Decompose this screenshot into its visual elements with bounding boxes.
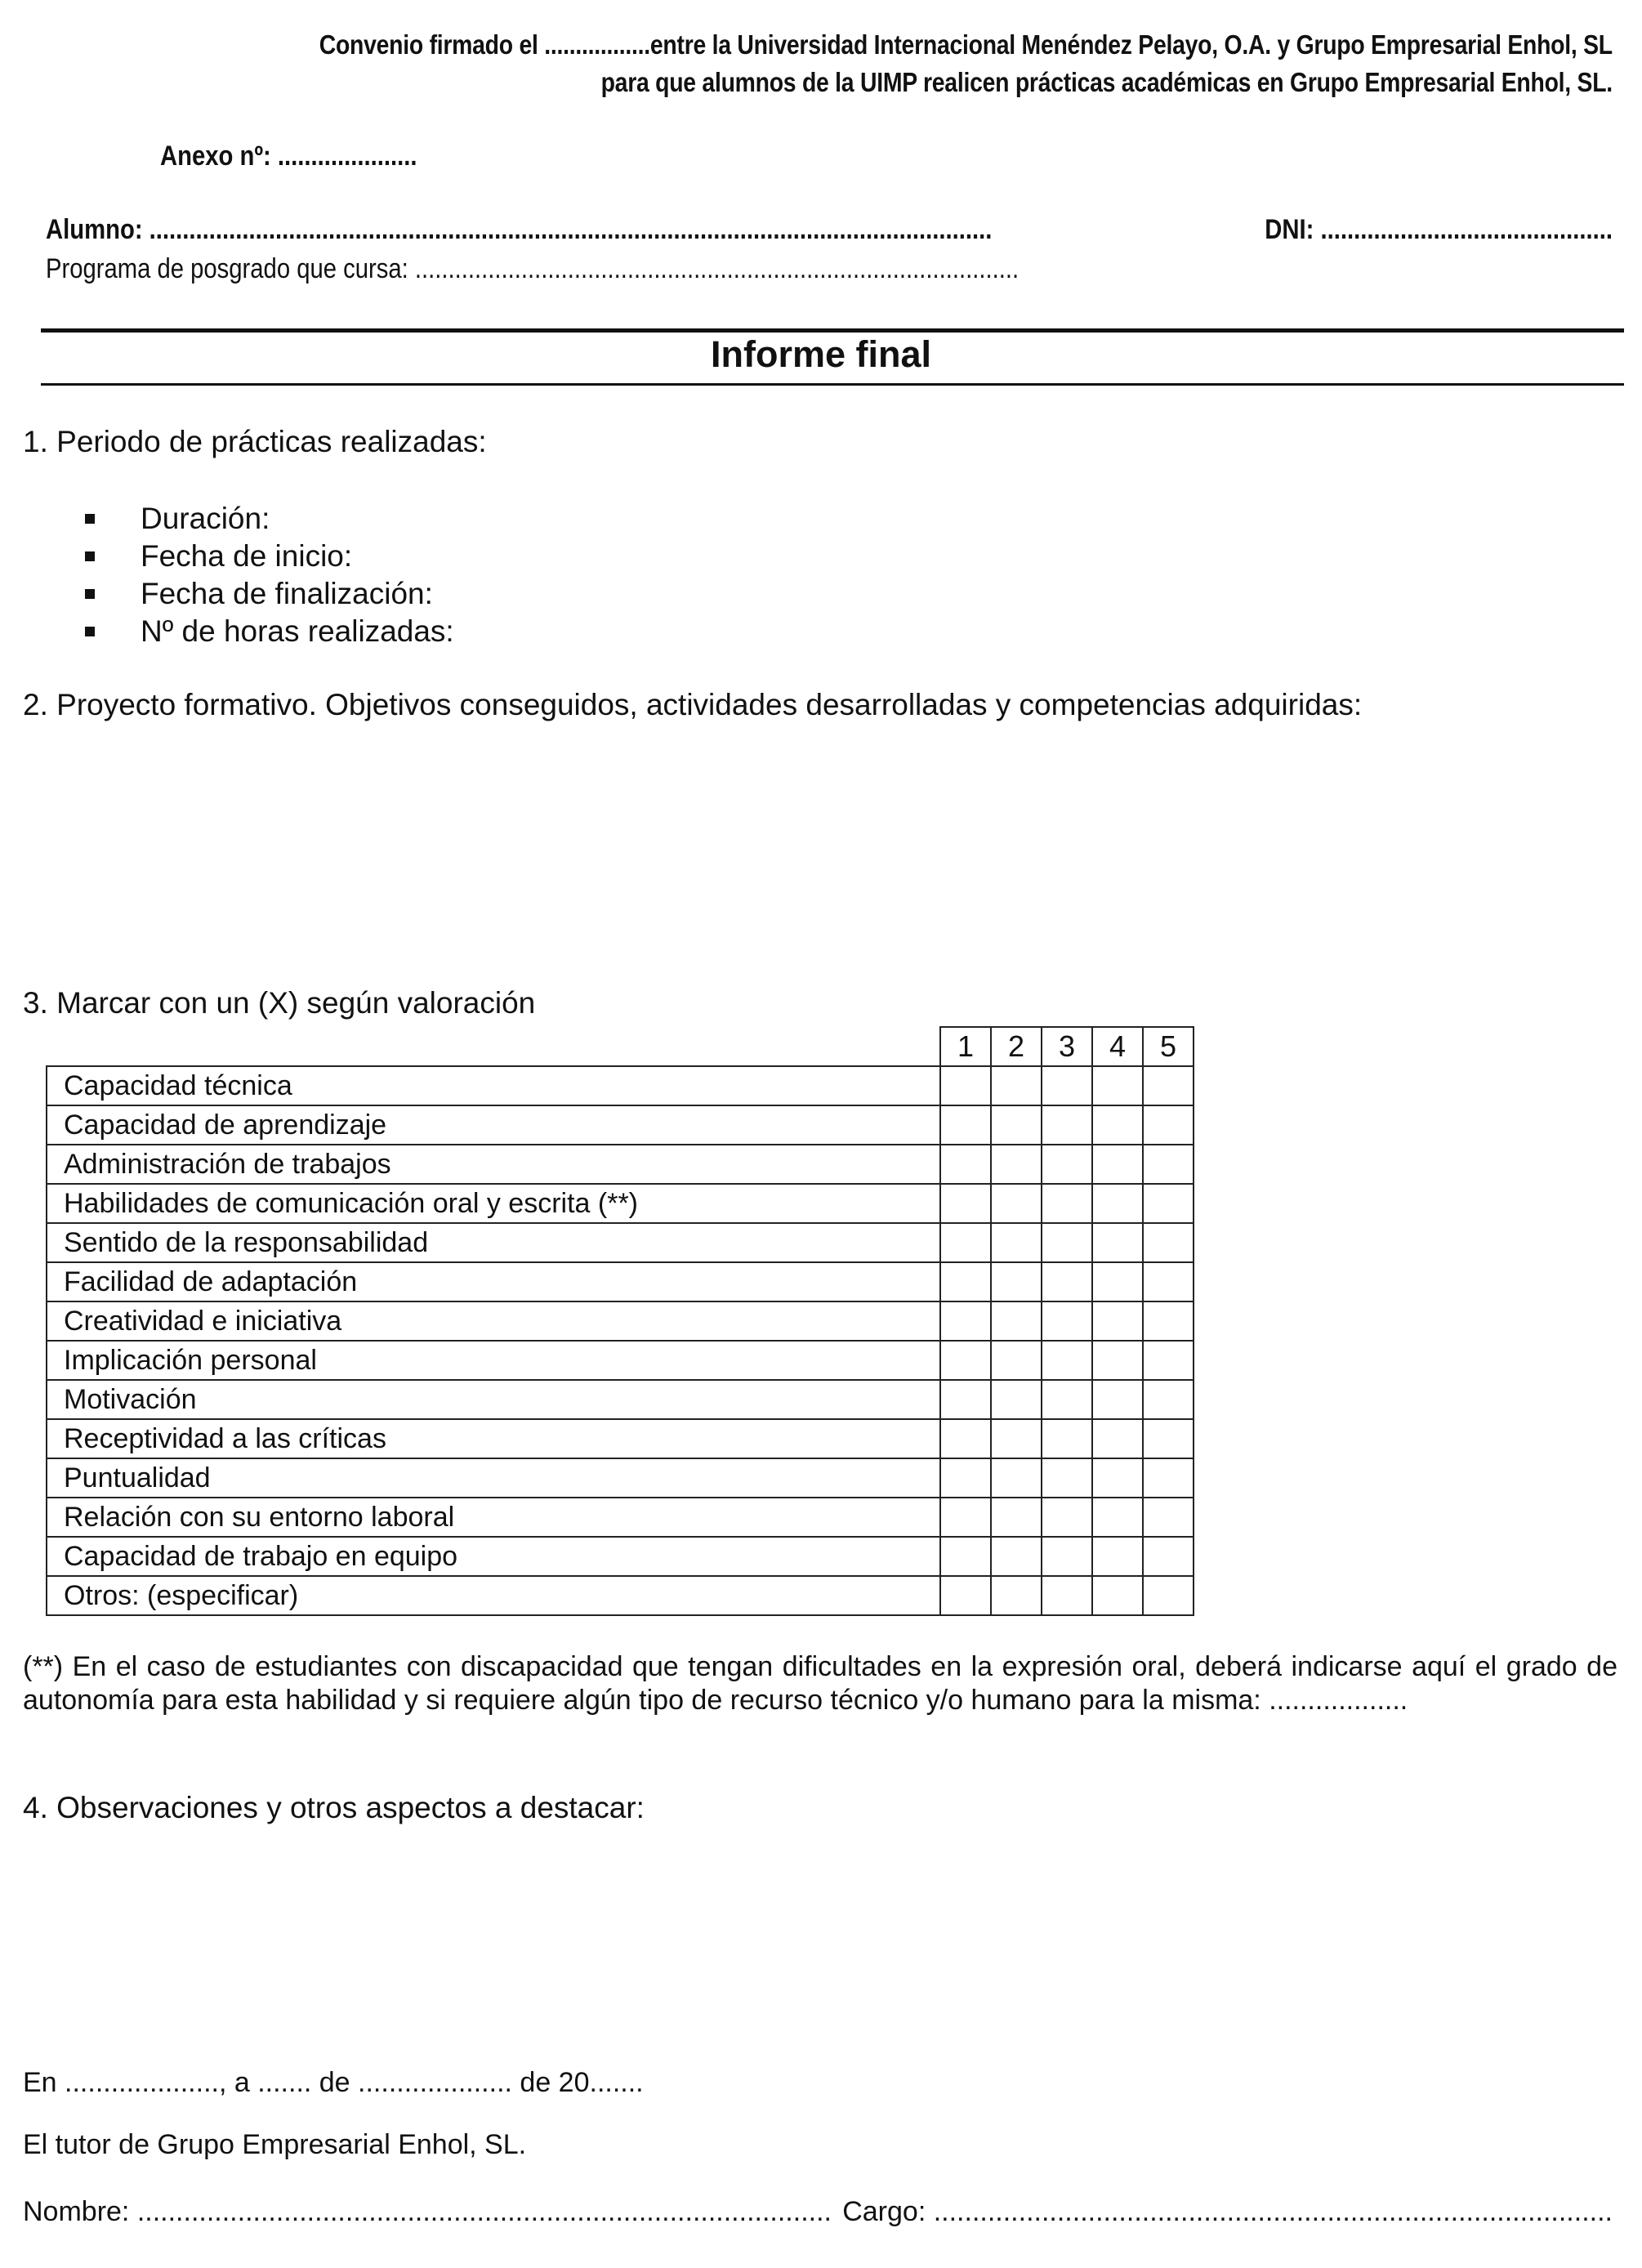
place-date-line: En ...................., a ....... de .................... de 20....... bbox=[23, 2067, 644, 2098]
rating-checkbox-1[interactable] bbox=[940, 1223, 991, 1262]
list-item-label: Nº de horas realizadas: bbox=[141, 614, 454, 648]
list-item bbox=[82, 538, 454, 575]
table-row bbox=[47, 1105, 1194, 1145]
title-top-rule bbox=[41, 328, 1624, 333]
annex-number-field: Anexo nº: ..................... bbox=[160, 141, 417, 172]
rating-checkbox-3[interactable] bbox=[1042, 1576, 1092, 1615]
rating-checkbox-3[interactable] bbox=[1042, 1184, 1092, 1223]
criterion-label: Creatividad e iniciativa bbox=[47, 1301, 940, 1341]
rating-checkbox-2[interactable] bbox=[991, 1458, 1042, 1498]
rating-checkbox-3[interactable] bbox=[1042, 1537, 1092, 1576]
rating-checkbox-1[interactable] bbox=[940, 1576, 991, 1615]
table-row bbox=[47, 1498, 1194, 1537]
rating-checkbox-3[interactable] bbox=[1042, 1223, 1092, 1262]
rating-checkbox-5[interactable] bbox=[1143, 1066, 1194, 1105]
square-bullet-icon bbox=[85, 589, 95, 599]
rating-checkbox-3[interactable] bbox=[1042, 1498, 1092, 1537]
rating-checkbox-2[interactable] bbox=[991, 1105, 1042, 1145]
rating-checkbox-4[interactable] bbox=[1092, 1145, 1143, 1184]
rating-checkbox-1[interactable] bbox=[940, 1537, 991, 1576]
rating-checkbox-4[interactable] bbox=[1092, 1341, 1143, 1380]
section-4-heading: 4. Observaciones y otros aspectos a destacar: bbox=[23, 1791, 645, 1824]
rating-checkbox-1[interactable] bbox=[940, 1262, 991, 1301]
scale-header-5: 5 bbox=[1143, 1027, 1194, 1066]
rating-checkbox-4[interactable] bbox=[1092, 1419, 1143, 1458]
scale-header-2: 2 bbox=[991, 1027, 1042, 1066]
table-row bbox=[47, 1576, 1194, 1615]
rating-checkbox-3[interactable] bbox=[1042, 1341, 1092, 1380]
rating-checkbox-4[interactable] bbox=[1092, 1537, 1143, 1576]
rating-checkbox-5[interactable] bbox=[1143, 1223, 1194, 1262]
square-bullet-icon bbox=[85, 514, 95, 524]
rating-checkbox-2[interactable] bbox=[991, 1223, 1042, 1262]
square-bullet-icon bbox=[85, 627, 95, 636]
rating-checkbox-2[interactable] bbox=[991, 1145, 1042, 1184]
rating-checkbox-5[interactable] bbox=[1143, 1458, 1194, 1498]
rating-checkbox-2[interactable] bbox=[991, 1066, 1042, 1105]
scale-header-1: 1 bbox=[940, 1027, 991, 1066]
section-3-heading: 3. Marcar con un (X) según valoración bbox=[23, 986, 536, 1020]
scale-header-3: 3 bbox=[1042, 1027, 1092, 1066]
rating-checkbox-2[interactable] bbox=[991, 1184, 1042, 1223]
rating-checkbox-2[interactable] bbox=[991, 1341, 1042, 1380]
rating-checkbox-3[interactable] bbox=[1042, 1458, 1092, 1498]
rating-checkbox-5[interactable] bbox=[1143, 1498, 1194, 1537]
scale-header-4: 4 bbox=[1092, 1027, 1143, 1066]
list-item-label: Duración: bbox=[141, 502, 270, 535]
tutor-position-field: Cargo: ........................................................................................ bbox=[842, 2196, 1613, 2227]
rating-checkbox-5[interactable] bbox=[1143, 1145, 1194, 1184]
disability-note: (**) En el caso de estudiantes con discapacidad que tengan dificultades en la expresión oral, deberá indicarse aquí el grado de autonomía para esta habilidad y si requiere algún tipo de recurso técnico y/o humano para la misma: .................. bbox=[23, 1651, 1617, 1716]
criterion-label: Otros: (especificar) bbox=[47, 1576, 940, 1615]
rating-checkbox-1[interactable] bbox=[940, 1066, 991, 1105]
rating-checkbox-5[interactable] bbox=[1143, 1262, 1194, 1301]
square-bullet-icon bbox=[85, 551, 95, 561]
rating-checkbox-4[interactable] bbox=[1092, 1262, 1143, 1301]
rating-checkbox-3[interactable] bbox=[1042, 1419, 1092, 1458]
rating-checkbox-1[interactable] bbox=[940, 1380, 991, 1419]
table-row bbox=[47, 1380, 1194, 1419]
table-row bbox=[47, 1145, 1194, 1184]
title-bottom-rule bbox=[41, 383, 1624, 386]
rating-checkbox-3[interactable] bbox=[1042, 1262, 1092, 1301]
list-item-label: Fecha de inicio: bbox=[141, 539, 353, 573]
postgraduate-program-field: Programa de posgrado que cursa: ........................................................................................... bbox=[46, 253, 1020, 284]
criterion-label: Motivación bbox=[47, 1380, 940, 1419]
agreement-header-line-1: Convenio firmado el .................entre la Universidad Internacional Menéndez Pelayo, O.A. y Grupo Empresarial Enhol, SL bbox=[319, 29, 1613, 60]
agreement-header-line-2: para que alumnos de la UIMP realicen prácticas académicas en Grupo Empresarial Enhol, SL. bbox=[600, 67, 1613, 97]
rating-checkbox-5[interactable] bbox=[1143, 1576, 1194, 1615]
table-row bbox=[47, 1223, 1194, 1262]
rating-checkbox-3[interactable] bbox=[1042, 1066, 1092, 1105]
table-row bbox=[47, 1301, 1194, 1341]
rating-checkbox-3[interactable] bbox=[1042, 1301, 1092, 1341]
rating-checkbox-1[interactable] bbox=[940, 1341, 991, 1380]
page-title: Informe final bbox=[710, 333, 932, 375]
section-1-heading: 1. Periodo de prácticas realizadas: bbox=[23, 425, 487, 458]
rating-checkbox-1[interactable] bbox=[940, 1458, 991, 1498]
tutor-name-field: Nombre: .......................................................................................... bbox=[23, 2196, 832, 2227]
criterion-label: Relación con su entorno laboral bbox=[47, 1498, 940, 1537]
rating-checkbox-4[interactable] bbox=[1092, 1576, 1143, 1615]
rating-checkbox-5[interactable] bbox=[1143, 1184, 1194, 1223]
rating-checkbox-5[interactable] bbox=[1143, 1537, 1194, 1576]
rating-checkbox-4[interactable] bbox=[1092, 1066, 1143, 1105]
rating-checkbox-1[interactable] bbox=[940, 1184, 991, 1223]
rating-checkbox-5[interactable] bbox=[1143, 1341, 1194, 1380]
criterion-label: Administración de trabajos bbox=[47, 1145, 940, 1184]
table-row bbox=[47, 1184, 1194, 1223]
rating-checkbox-1[interactable] bbox=[940, 1498, 991, 1537]
student-id-field: DNI: ............................................ bbox=[1265, 214, 1613, 245]
criterion-label: Capacidad de aprendizaje bbox=[47, 1105, 940, 1145]
rating-checkbox-1[interactable] bbox=[940, 1301, 991, 1341]
criterion-label: Capacidad de trabajo en equipo bbox=[47, 1537, 940, 1576]
rating-checkbox-4[interactable] bbox=[1092, 1380, 1143, 1419]
list-item bbox=[82, 613, 454, 650]
internship-period-list bbox=[82, 500, 454, 650]
rating-checkbox-1[interactable] bbox=[940, 1419, 991, 1458]
criterion-label: Implicación personal bbox=[47, 1341, 940, 1380]
criterion-label: Receptividad a las críticas bbox=[47, 1419, 940, 1458]
rating-table bbox=[46, 1026, 1194, 1616]
rating-checkbox-5[interactable] bbox=[1143, 1301, 1194, 1341]
tutor-label: El tutor de Grupo Empresarial Enhol, SL. bbox=[23, 2129, 527, 2160]
rating-checkbox-4[interactable] bbox=[1092, 1498, 1143, 1537]
student-name-field: Alumno: ............................................................................................................................... bbox=[46, 214, 993, 245]
section-2-heading: 2. Proyecto formativo. Objetivos conseguidos, actividades desarrolladas y competencias adquiridas: bbox=[23, 688, 1363, 721]
rating-checkbox-4[interactable] bbox=[1092, 1458, 1143, 1498]
rating-checkbox-2[interactable] bbox=[991, 1301, 1042, 1341]
rating-checkbox-2[interactable] bbox=[991, 1537, 1042, 1576]
list-item-label: Fecha de finalización: bbox=[141, 577, 433, 610]
criterion-label: Puntualidad bbox=[47, 1458, 940, 1498]
rating-checkbox-4[interactable] bbox=[1092, 1184, 1143, 1223]
table-row bbox=[47, 1537, 1194, 1576]
rating-checkbox-4[interactable] bbox=[1092, 1105, 1143, 1145]
rating-checkbox-1[interactable] bbox=[940, 1145, 991, 1184]
rating-checkbox-1[interactable] bbox=[940, 1105, 991, 1145]
table-row bbox=[47, 1341, 1194, 1380]
rating-checkbox-4[interactable] bbox=[1092, 1223, 1143, 1262]
table-row bbox=[47, 1262, 1194, 1301]
rating-checkbox-5[interactable] bbox=[1143, 1380, 1194, 1419]
rating-checkbox-5[interactable] bbox=[1143, 1419, 1194, 1458]
rating-checkbox-2[interactable] bbox=[991, 1419, 1042, 1458]
list-item bbox=[82, 500, 454, 538]
criterion-label: Facilidad de adaptación bbox=[47, 1262, 940, 1301]
rating-checkbox-2[interactable] bbox=[991, 1262, 1042, 1301]
table-row bbox=[47, 1458, 1194, 1498]
table-row bbox=[47, 1066, 1194, 1105]
rating-checkbox-3[interactable] bbox=[1042, 1380, 1092, 1419]
rating-checkbox-2[interactable] bbox=[991, 1498, 1042, 1537]
rating-checkbox-4[interactable] bbox=[1092, 1301, 1143, 1341]
table-row bbox=[47, 1419, 1194, 1458]
rating-checkbox-3[interactable] bbox=[1042, 1105, 1092, 1145]
rating-checkbox-3[interactable] bbox=[1042, 1145, 1092, 1184]
rating-checkbox-2[interactable] bbox=[991, 1576, 1042, 1615]
criterion-label: Habilidades de comunicación oral y escrita (**) bbox=[47, 1184, 940, 1223]
criterion-label: Sentido de la responsabilidad bbox=[47, 1223, 940, 1262]
rating-checkbox-5[interactable] bbox=[1143, 1105, 1194, 1145]
rating-checkbox-2[interactable] bbox=[991, 1380, 1042, 1419]
list-item bbox=[82, 575, 454, 613]
rating-scale-header-row bbox=[47, 1027, 1194, 1066]
criterion-label: Capacidad técnica bbox=[47, 1066, 940, 1105]
